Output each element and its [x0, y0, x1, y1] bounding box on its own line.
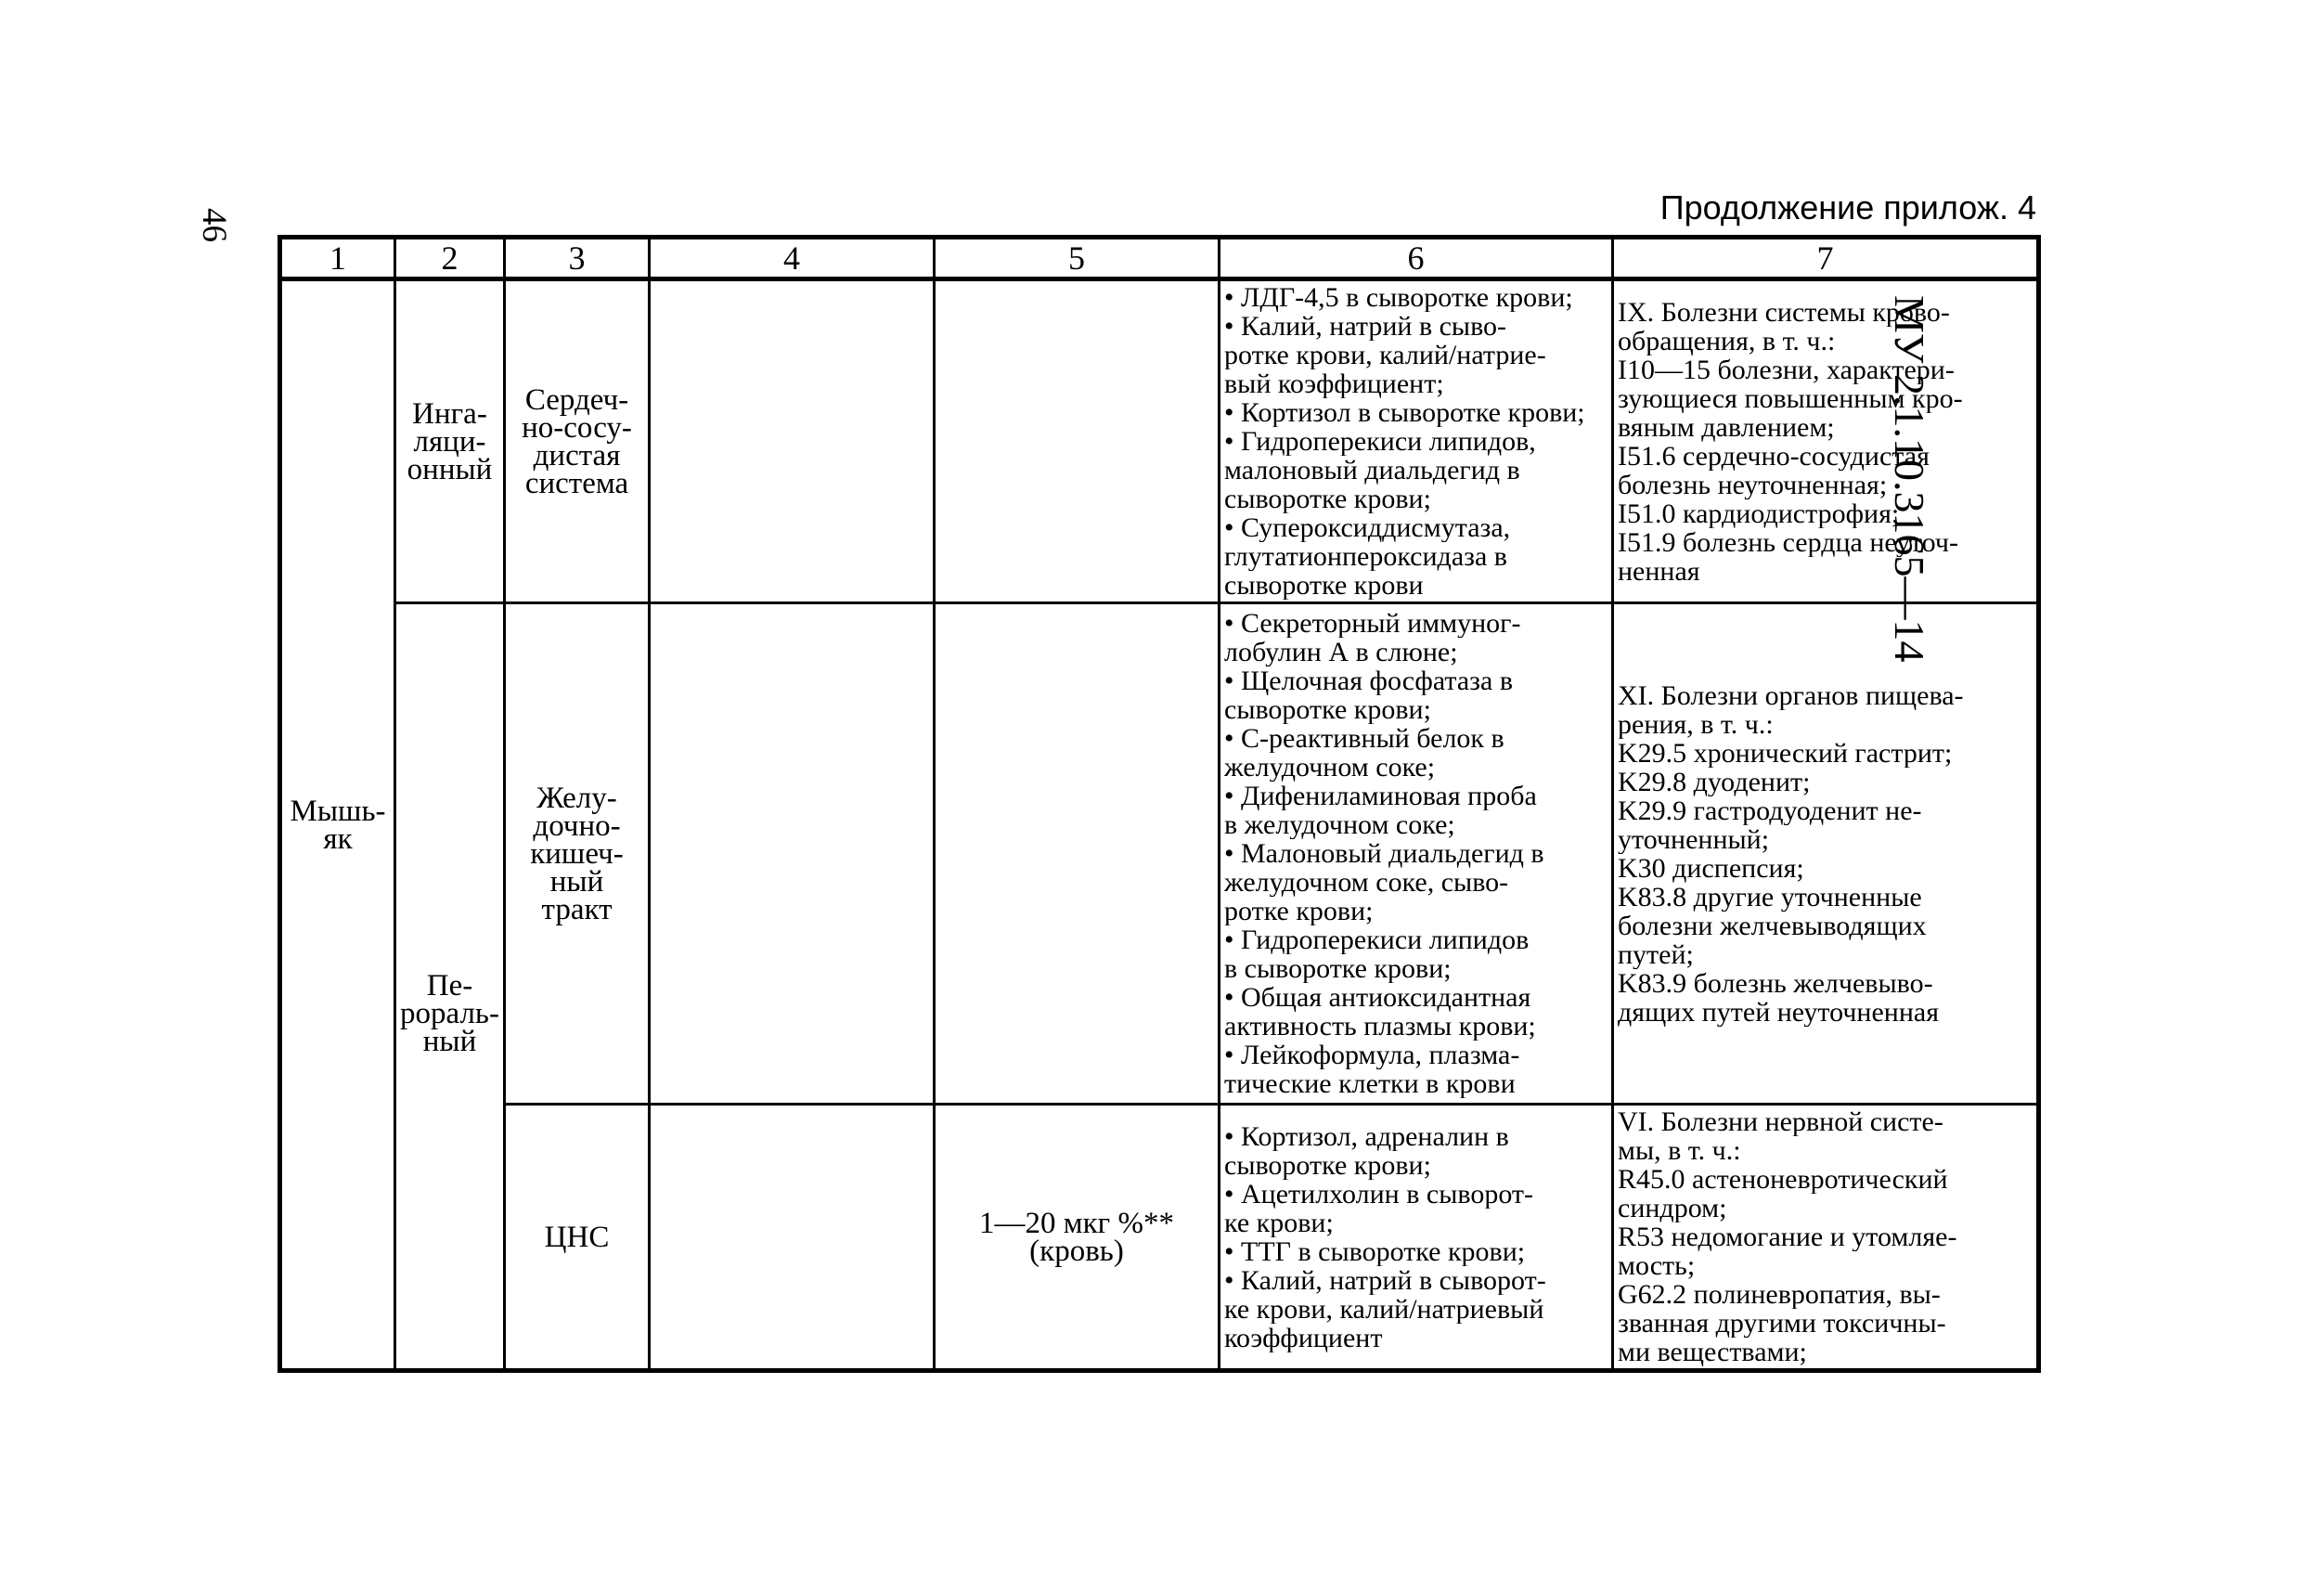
- system-name: Желу- дочно- кишеч- ный тракт: [530, 781, 624, 926]
- route-cell-inhalation: [395, 279, 505, 603]
- indicator-line: • Гидроперекиси липидов: [1224, 925, 1530, 954]
- indicator-line: желудочном соке, сыво-: [1224, 868, 1509, 897]
- route-inhalation: Инга- ляци- онный: [407, 396, 493, 486]
- disease-line: K83.8 другие уточненные: [1618, 882, 1922, 912]
- disease-line: путей;: [1618, 939, 1694, 969]
- disease-line: ми веществами;: [1618, 1338, 1807, 1366]
- disease-line: ненная: [1618, 556, 1700, 586]
- disease-line: K30 диспепсия;: [1618, 853, 1804, 883]
- indicator-line: • ТТГ в сыворотке крови;: [1224, 1236, 1526, 1266]
- column-header-7: 7: [1613, 238, 2039, 279]
- column-header-4: 4: [650, 238, 935, 279]
- disease-line: болезни желчевыводящих: [1618, 911, 1927, 940]
- disease-line: званная другими токсичны-: [1618, 1309, 1946, 1338]
- indicator-line: в желудочном соке;: [1224, 810, 1455, 839]
- diseases-cell: [1613, 1105, 2039, 1371]
- indicator-line: • Супероксиддисмутаза,: [1224, 513, 1511, 542]
- disease-line: G62.2 полиневропатия, вы-: [1618, 1280, 1941, 1309]
- disease-line: R53 недомогание и утомляе-: [1618, 1222, 1957, 1251]
- disease-line: рения, в т. ч.:: [1618, 709, 1774, 739]
- disease-line: K29.8 дуоденит;: [1618, 767, 1811, 796]
- disease-line: синдром;: [1618, 1194, 1727, 1222]
- route-cell-oral: [395, 603, 505, 1371]
- indicator-line: ротке крови, калий/натрие-: [1224, 341, 1546, 369]
- indicator-line: в сыворотке крови;: [1224, 954, 1452, 983]
- disease-line: VI. Болезни нервной систе-: [1618, 1107, 1943, 1136]
- system-cell: [505, 1105, 650, 1371]
- indicator-line: • Секреторный иммуног-: [1224, 609, 1521, 638]
- system-cell: [505, 603, 650, 1105]
- continuation-heading: Продолжение прилож. 4: [1659, 188, 2036, 226]
- disease-line: I10—15 болезни, характери-: [1618, 355, 1955, 384]
- indicator-line: малоновый диальдегид в: [1224, 456, 1520, 485]
- indicator-line: • Ацетилхолин в сыворот-: [1224, 1179, 1534, 1209]
- diseases-cell: [1613, 279, 2039, 603]
- disease-line: зующиеся повышенным кро-: [1618, 383, 1963, 413]
- system-name: ЦНС: [544, 1220, 610, 1254]
- column-header-1: 1: [280, 238, 395, 279]
- indicator-line: • Щелочная фосфатаза в: [1224, 666, 1514, 695]
- column-header-6: 6: [1220, 238, 1613, 279]
- document-code: МУ 2.1.10.3165—14: [1886, 295, 1933, 663]
- diseases-cell: [1613, 603, 2039, 1105]
- disease-line: I51.6 сердечно-сосудистая: [1618, 441, 1930, 471]
- indicator-line: глутатионпероксидаза в: [1224, 542, 1507, 571]
- indicators-cell: [1220, 279, 1613, 603]
- disease-line: R45.0 астеноневротический: [1618, 1165, 1948, 1194]
- indicator-line: • Кортизол в сыворотке крови;: [1224, 398, 1585, 427]
- indicator-line: сыворотке крови;: [1224, 1150, 1431, 1180]
- indicator-line: сыворотке крови;: [1224, 485, 1431, 513]
- col5-cell: [935, 603, 1220, 1105]
- column-header-3: 3: [505, 238, 650, 279]
- indicator-line: • С-реактивный белок в: [1224, 724, 1504, 753]
- indicator-line: • Общая антиоксидантная: [1224, 983, 1531, 1012]
- indicator-line: • Малоновый диальдегид в: [1224, 839, 1544, 868]
- disease-line: болезнь неуточненная;: [1618, 470, 1888, 499]
- disease-line: дящих путей неуточненная: [1618, 997, 1939, 1027]
- disease-line: I51.9 болезнь сердца неуточ-: [1618, 527, 1958, 557]
- indicator-line: ке крови, калий/натриевый: [1224, 1294, 1544, 1324]
- substance-cell: [280, 279, 395, 1371]
- col4-cell: [650, 603, 935, 1105]
- system-cell: [505, 279, 650, 603]
- indicator-line: тические клетки в крови: [1224, 1069, 1516, 1098]
- appendix-table: [278, 235, 2041, 1373]
- blood-concentration: 1—20 мкг %** (кровь): [979, 1206, 1174, 1268]
- header-row: [280, 238, 2039, 279]
- route-oral: Пе- рораль- ный: [400, 968, 499, 1058]
- indicator-line: • Лейкоформула, плазма-: [1224, 1041, 1520, 1069]
- disease-line: мость;: [1618, 1251, 1696, 1280]
- indicator-line: вый коэффициент;: [1224, 369, 1444, 398]
- indicator-line: ке крови;: [1224, 1208, 1334, 1237]
- indicators-cell: [1220, 603, 1613, 1105]
- disease-line: обращения, в т. ч.:: [1618, 326, 1836, 356]
- indicator-line: • Калий, натрий в сыворот-: [1224, 1265, 1546, 1295]
- indicators-cell: [1220, 1105, 1613, 1371]
- indicator-line: ротке крови;: [1224, 897, 1374, 925]
- col5-cell: [935, 279, 1220, 603]
- indicator-line: лобулин А в слюне;: [1224, 638, 1458, 666]
- disease-line: вяным давлением;: [1618, 412, 1835, 442]
- indicator-line: • ЛДГ-4,5 в сыворотке крови;: [1224, 283, 1573, 312]
- indicator-line: • Гидроперекиси липидов,: [1224, 427, 1536, 456]
- indicator-line: сыворотке крови;: [1224, 695, 1431, 724]
- disease-line: мы, в т. ч.:: [1618, 1136, 1741, 1165]
- system-name: Сердеч- но-сосу- дистая система: [522, 382, 632, 500]
- disease-line: IX. Болезни системы крово-: [1618, 297, 1950, 327]
- col4-cell: [650, 279, 935, 603]
- indicator-line: • Кортизол, адреналин в: [1224, 1121, 1509, 1151]
- indicator-line: коэффициент: [1224, 1323, 1383, 1352]
- column-header-5: 5: [935, 238, 1220, 279]
- page-number: 46: [195, 208, 233, 242]
- disease-line: K29.9 гастродуоденит не-: [1618, 795, 1922, 825]
- disease-line: уточненный;: [1618, 824, 1770, 854]
- table-row: [280, 1105, 2039, 1371]
- disease-line: K29.5 хронический гастрит;: [1618, 738, 1953, 768]
- disease-line: K83.9 болезнь желчевыво-: [1618, 968, 1933, 998]
- indicator-line: сыворотке крови: [1224, 571, 1424, 600]
- column-header-2: 2: [395, 238, 505, 279]
- indicator-line: • Калий, натрий в сыво-: [1224, 312, 1507, 341]
- table-row: [280, 603, 2039, 1105]
- table-row: [280, 279, 2039, 603]
- disease-line: I51.0 кардиодистрофия;: [1618, 498, 1900, 528]
- col4-cell: [650, 1105, 935, 1371]
- col5-cell: [935, 1105, 1220, 1371]
- indicator-line: активность плазмы крови;: [1224, 1012, 1536, 1041]
- indicator-line: • Дифениламиновая проба: [1224, 782, 1537, 810]
- indicator-line: желудочном соке;: [1224, 753, 1436, 782]
- substance-name: Мышь- як: [290, 794, 386, 856]
- disease-line: XI. Болезни органов пищева-: [1618, 680, 1964, 710]
